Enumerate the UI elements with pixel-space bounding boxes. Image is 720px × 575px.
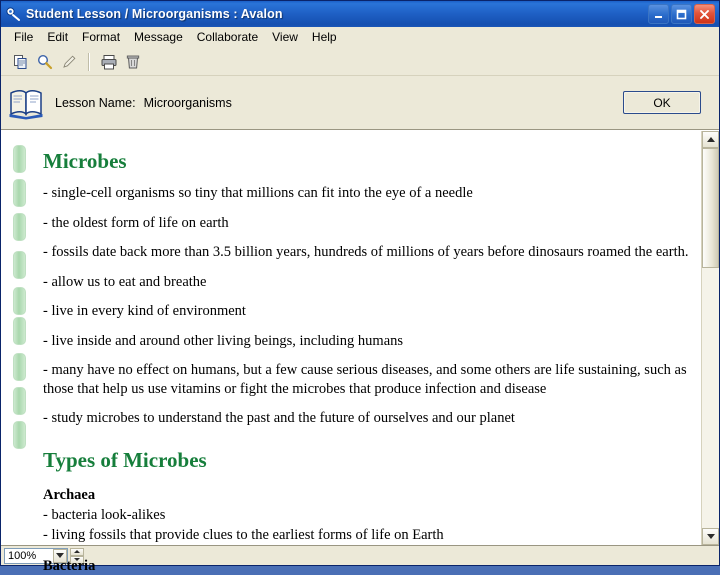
- pencil-icon[interactable]: [57, 50, 81, 74]
- delete-icon[interactable]: [121, 50, 145, 74]
- bullet-item: - study microbes to understand the past and the future of ourselves and our planet: [43, 410, 515, 427]
- bullet-item: - allow us to eat and breathe: [43, 273, 207, 290]
- bullet-item: - live inside and around other living beings, including humans: [43, 332, 404, 349]
- window-title: Student Lesson / Microorganisms : Avalon: [26, 7, 283, 21]
- menu-item-view[interactable]: View: [272, 29, 298, 44]
- gutter-pill: [13, 387, 26, 415]
- pill-gutter: [11, 131, 27, 545]
- section-heading-microbes: Microbes: [43, 149, 127, 173]
- bullet-item: - bacteria look-alikes: [43, 506, 166, 523]
- subsection-heading-bacteria: Bacteria: [43, 558, 96, 575]
- bullet-item: - live in every kind of environment: [43, 303, 246, 320]
- menu-item-help[interactable]: Help: [311, 29, 337, 44]
- menu-item-edit[interactable]: Edit: [47, 29, 69, 44]
- scroll-up-button[interactable]: [702, 131, 719, 148]
- app-window-icon: [5, 6, 21, 22]
- document-body: [43, 131, 689, 575]
- maximize-button[interactable]: [671, 4, 692, 24]
- vertical-scrollbar[interactable]: [701, 131, 719, 545]
- bullet-item: - living fossils that provide clues to the earliest forms of life on Earth: [43, 526, 444, 543]
- lesson-name-value: Microorganisms: [143, 95, 232, 110]
- print-icon[interactable]: [97, 50, 121, 74]
- tool-bar: [1, 48, 719, 76]
- zoom-value: 100%: [8, 549, 37, 562]
- subsection-heading-archaea: Archaea: [43, 486, 96, 503]
- menu-item-message[interactable]: Message: [134, 29, 183, 44]
- title-bar: [1, 1, 719, 27]
- chevron-up-icon: [707, 137, 715, 142]
- bullet-item: - many have no effect on humans, but a few cause serious diseases, and some others are life sustaining, such as those that help us use vitamins or fight the microbes that produce infection and disease: [43, 362, 687, 397]
- minimize-button[interactable]: [648, 4, 669, 24]
- menu-item-collaborate[interactable]: Collaborate: [196, 29, 259, 44]
- bullet-item: - the oldest form of life on earth: [43, 214, 229, 231]
- gutter-pill: [13, 213, 26, 241]
- gutter-pill: [13, 421, 26, 449]
- menu-bar: [1, 27, 719, 48]
- copy-icon[interactable]: [9, 50, 33, 74]
- ok-button[interactable]: OK: [623, 91, 701, 114]
- menu-item-file[interactable]: File: [14, 29, 34, 44]
- menu-item-format[interactable]: Format: [82, 29, 121, 44]
- gutter-pill: [13, 145, 26, 173]
- section-heading-types-of-microbes: Types of Microbes: [43, 447, 207, 472]
- bullet-item: - single-cell organisms so tiny that millions can fit into the eye of a needle: [43, 185, 473, 201]
- scroll-down-button[interactable]: [702, 528, 719, 545]
- close-icon: [699, 9, 710, 20]
- gutter-pill: [13, 179, 26, 207]
- bullet-item: - fossils date back more than 3.5 billion years, hundreds of millions of years before dinosaurs roamed the earth.: [43, 244, 689, 261]
- gutter-pill: [13, 317, 26, 345]
- chevron-down-icon: [707, 534, 715, 539]
- maximize-icon: [676, 9, 687, 20]
- caption-button-group: [648, 4, 717, 24]
- minimize-icon: [653, 9, 664, 20]
- search-icon[interactable]: [33, 50, 57, 74]
- gutter-pill: [13, 353, 26, 381]
- scrollbar-thumb[interactable]: [702, 148, 719, 268]
- open-book-icon: [9, 87, 43, 119]
- close-button[interactable]: [694, 4, 715, 24]
- lesson-header: [1, 76, 719, 130]
- gutter-pill: [13, 251, 26, 279]
- toolbar-separator: [88, 53, 90, 71]
- gutter-pill: [13, 287, 26, 315]
- lesson-name-label: Lesson Name:: [55, 95, 136, 110]
- scrollbar-track[interactable]: [702, 148, 719, 528]
